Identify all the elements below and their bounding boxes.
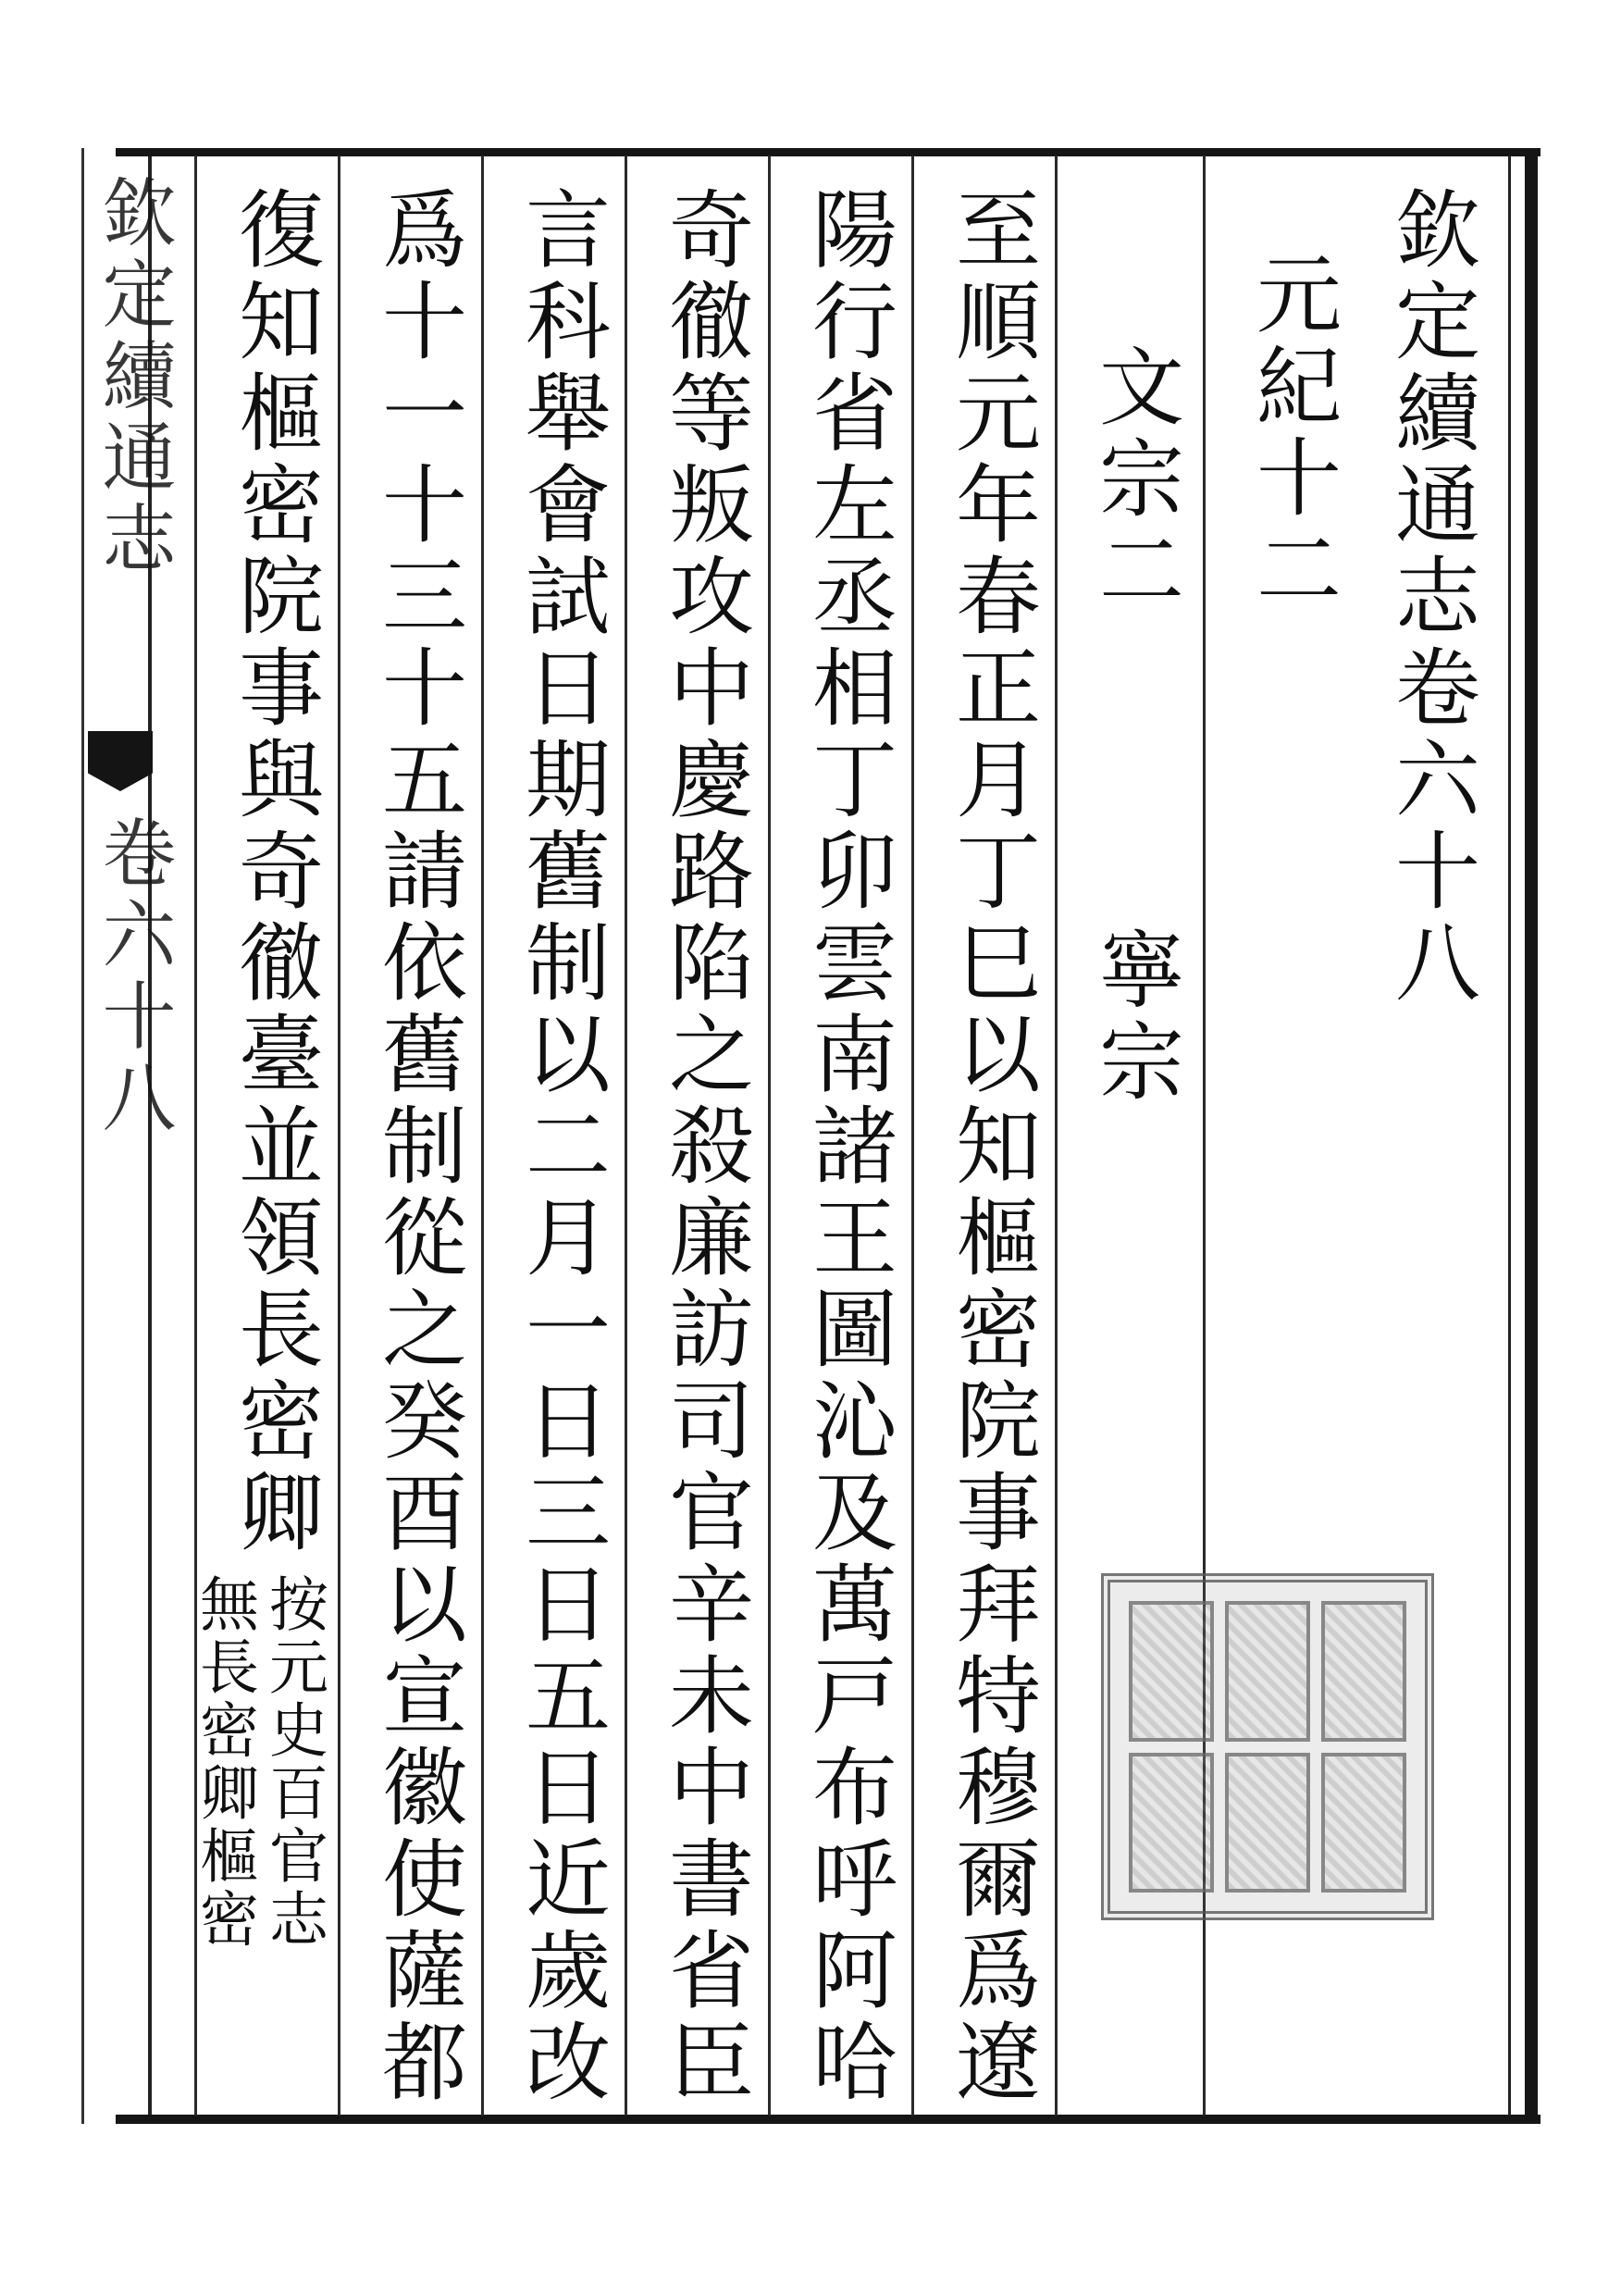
section-title-ningzong: 寧宗 xyxy=(1085,925,1184,1109)
text-column: 至順元年春正月丁巳以知樞密院事拜特穆爾爲遼 xyxy=(942,185,1041,2109)
frame-right-border xyxy=(1525,148,1538,2124)
annotation-column: 無長密卿樞密 xyxy=(190,1573,258,1951)
seal-glyph xyxy=(1321,1601,1406,1742)
column-rule xyxy=(768,155,771,2116)
spine-title: 欽定續通志 xyxy=(90,174,176,581)
column-rule xyxy=(481,155,484,2116)
frame-top-border xyxy=(116,148,1541,156)
frame-right-inner-rule xyxy=(1508,155,1511,2116)
section-title-wenzong: 文宗二 xyxy=(1085,342,1184,617)
seal-glyph xyxy=(1321,1753,1406,1893)
annotation-column: 按元史百官志 xyxy=(259,1573,328,1951)
frame-bottom-border xyxy=(116,2115,1541,2124)
column-rule xyxy=(625,155,627,2116)
spine-volume: 卷六十八 xyxy=(90,814,176,1140)
column-rule xyxy=(338,155,340,2116)
seal-glyph xyxy=(1225,1601,1310,1742)
seal-glyph xyxy=(1225,1753,1310,1893)
text-column: 爲十一十三十五請依舊制從之癸酉以宣徽使薩都 xyxy=(368,185,467,2109)
text-column: 陽行省左丞相丁卯雲南諸王圖沁及萬戸布呼阿哈 xyxy=(798,185,897,2109)
chapter-title: 元紀十二 xyxy=(1243,250,1342,616)
collector-seal xyxy=(1101,1573,1434,1920)
volume-title: 欽定續通志卷六十八 xyxy=(1381,185,1480,1010)
seal-glyph xyxy=(1129,1753,1214,1893)
text-column: 奇徹等叛攻中慶路陷之殺廉訪司官辛未中書省臣 xyxy=(655,185,754,2109)
seal-glyph xyxy=(1129,1601,1214,1742)
column-rule xyxy=(911,155,914,2116)
text-column: 言科舉會試日期舊制以二月一日三日五日近歲改 xyxy=(512,185,611,2109)
text-column: 復知樞密院事與奇徹臺並領長密卿 xyxy=(225,185,324,1559)
column-rule xyxy=(1055,155,1058,2116)
